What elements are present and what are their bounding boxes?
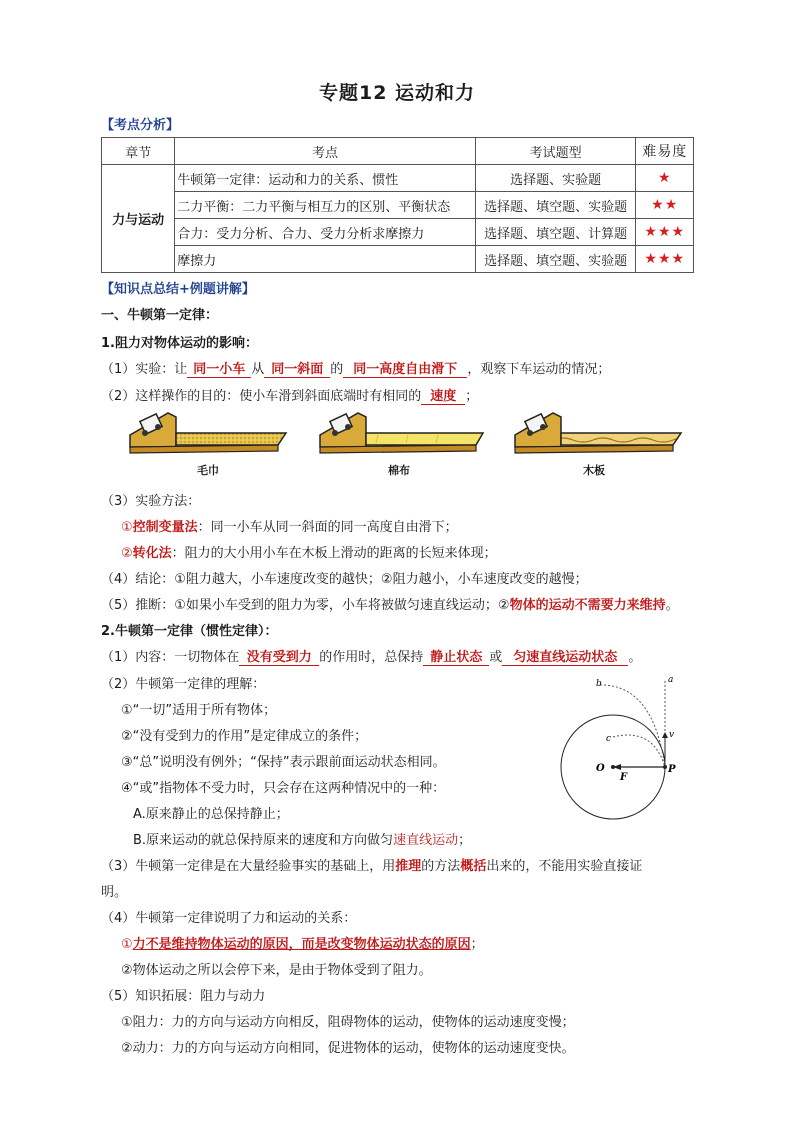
- table-row: [102, 246, 694, 273]
- line-relation: （4）牛顿第一定律说明了力和运动的关系：: [101, 911, 357, 926]
- line-all-objects: ①“一切”适用于所有物体；: [121, 703, 277, 718]
- answer-blank: 同一小车: [187, 362, 251, 378]
- point-cell: 摩擦力: [175, 246, 476, 273]
- line-method: （3）实验方法：: [101, 494, 201, 509]
- ramp-label-wood: 木板: [583, 464, 605, 477]
- line-reasoning-cont: 明。: [101, 885, 128, 900]
- line-option-b: B.原来运动的就总保持原来的速度和方向做匀速直线运动；: [133, 833, 472, 848]
- ramp-cotton: [320, 413, 483, 453]
- line-control-variable: ①控制变量法：同一小车从同一斜面的同一高度自由滑下；: [121, 520, 458, 535]
- line-force-role: ①力不是维持物体运动的原因，而是改变物体运动状态的原因；: [121, 937, 484, 952]
- label-b: b: [596, 679, 602, 689]
- table-row: [102, 165, 694, 192]
- header-difficulty: 难易度: [636, 138, 694, 165]
- table-row: [102, 219, 694, 246]
- line-or: ④“或”指物体不受力时，只会存在这两种情况中的一种：: [121, 781, 446, 796]
- line-always: ③“总”说明没有例外；“保持”表示跟前面运动状态相同。: [121, 755, 446, 770]
- header-type: 考试题型: [475, 138, 636, 165]
- line-stop-reason: ②物体运动之所以会停下来，是由于物体受到了阻力。: [121, 963, 432, 978]
- answer-blank: 同一斜面: [264, 362, 330, 378]
- point-cell: 二力平衡：二力平衡与相互力的区别、平衡状态: [175, 192, 476, 219]
- ramp-towel: [130, 413, 286, 453]
- answer-blank: 匀速直线运动状态: [502, 650, 628, 666]
- topic-table: [101, 137, 694, 273]
- ramp-wood: [515, 413, 681, 453]
- subheading-first-law: 2.牛顿第一定律（惯性定律）：: [101, 624, 278, 639]
- type-cell: 选择题、实验题: [475, 165, 636, 192]
- line-purpose: （2）这样操作的目的：使小车滑到斜面底端时有相同的 速度 ；: [101, 389, 479, 404]
- circular-motion-figure: [548, 672, 728, 822]
- header-chapter: 章节: [102, 138, 175, 165]
- section-heading-summary: 【知识点总结+例题讲解】: [101, 282, 255, 297]
- line-extension: （5）知识拓展：阻力与动力: [101, 989, 266, 1004]
- line-resistance: ①阻力：力的方向与运动方向相反，阻碍物体的运动，使物体的运动速度变慢；: [121, 1015, 575, 1030]
- line-understanding: （2）牛顿第一定律的理解：: [101, 677, 266, 692]
- line-law-content: （1）内容：一切物体在 没有受到力 的作用时，总保持 静止状态 或 匀速直线运动状态 。: [101, 650, 642, 665]
- ramp-label-towel: 毛巾: [197, 464, 219, 477]
- chapter-cell: 力与运动: [102, 165, 175, 273]
- table-header-row: [102, 138, 694, 165]
- type-cell: 选择题、填空题、实验题: [475, 246, 636, 273]
- label-c: c: [606, 734, 612, 744]
- difficulty-stars: ★★★: [636, 246, 694, 273]
- type-cell: 选择题、填空题、计算题: [475, 219, 636, 246]
- line-driving-force: ②动力：力的方向与运动方向相同，促进物体的运动，使物体的运动速度变快。: [121, 1041, 575, 1056]
- point-cell: 合力：受力分析、合力、受力分析求摩擦力: [175, 219, 476, 246]
- line-option-a: A.原来静止的总保持静止；: [133, 807, 289, 822]
- point-cell: 牛顿第一定律：运动和力的关系、惯性: [175, 165, 476, 192]
- line-conversion: ②转化法：阻力的大小用小车在木板上滑动的距离的长短来体现；: [121, 546, 497, 561]
- heading-newton-first-law: 一、牛顿第一定律：: [101, 308, 219, 323]
- answer-blank: 同一高度自由滑下: [343, 362, 467, 378]
- difficulty-stars: ★★: [636, 192, 694, 219]
- type-cell: 选择题、填空题、实验题: [475, 192, 636, 219]
- label-p: P: [668, 764, 676, 775]
- answer-blank: 速度: [421, 389, 465, 405]
- table-row: [102, 192, 694, 219]
- line-experiment: （1）实验：让 同一小车 从 同一斜面 的 同一高度自由滑下 ，观察下车运动的情况；: [101, 362, 611, 377]
- header-point: 考点: [175, 138, 476, 165]
- line-reasoning: （3）牛顿第一定律是在大量经验事实的基础上，用推理的方法概括出来的，不能用实验直接证: [101, 859, 643, 874]
- difficulty-stars: ★: [636, 165, 694, 192]
- page-title: 专题12 运动和力: [318, 82, 476, 104]
- label-v: v: [669, 730, 675, 740]
- label-a: a: [668, 675, 674, 685]
- line-inference: （5）推断：①如果小车受到的阻力为零，小车将被做匀速直线运动；②物体的运动不需要力来维持。: [101, 598, 679, 613]
- label-o: O: [596, 763, 605, 774]
- subheading-resistance: 1.阻力对物体运动的影响：: [101, 336, 258, 351]
- ramp-label-cotton: 棉布: [388, 464, 410, 477]
- label-f: F: [620, 772, 628, 783]
- answer-blank: 没有受到力: [239, 650, 319, 666]
- difficulty-stars: ★★★: [636, 219, 694, 246]
- answer-blank: 静止状态: [423, 650, 489, 666]
- line-conclusion: （4）结论：①阻力越大，小车速度改变的越快；②阻力越小，小车速度改变的越慢；: [101, 572, 588, 587]
- section-heading-analysis: 【考点分析】: [101, 118, 180, 133]
- line-condition: ②“没有受到力的作用”是定律成立的条件；: [121, 729, 368, 744]
